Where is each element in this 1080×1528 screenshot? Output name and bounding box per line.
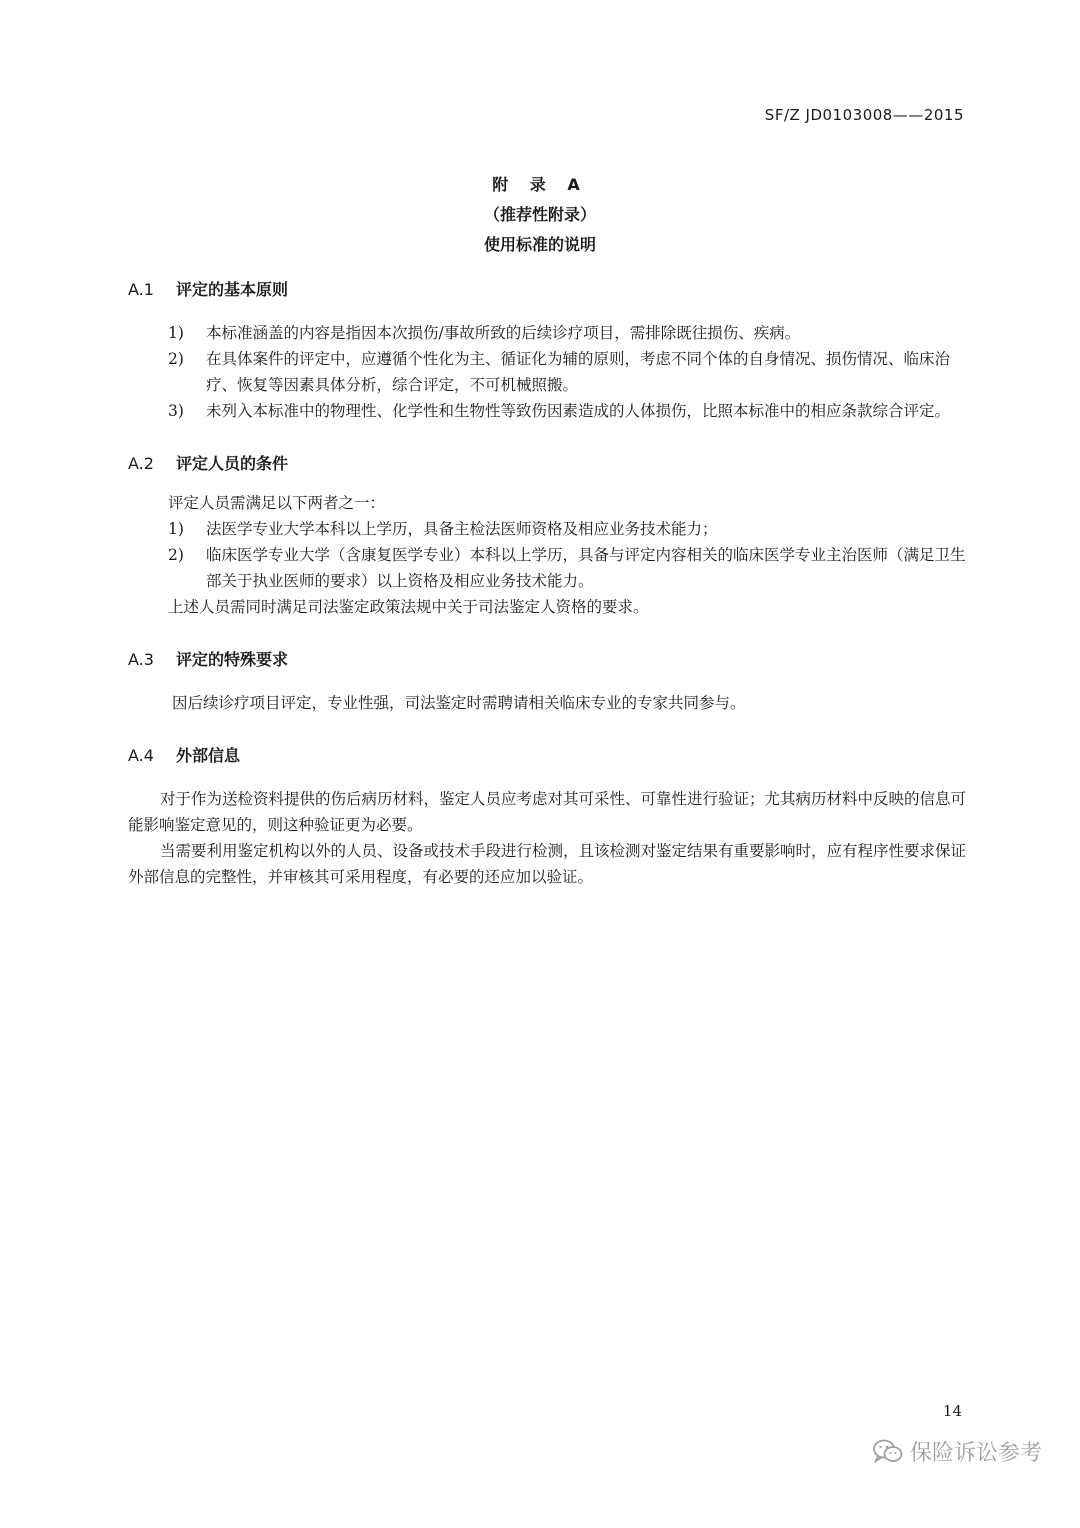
appendix-title-block: [0, 170, 1080, 260]
section-a3: [128, 648, 968, 716]
section-a4: [128, 744, 968, 890]
appendix-heading: 使用标准的说明: [483, 235, 596, 254]
list-item: 1) 本标准涵盖的内容是指因本次损伤/事故所致的后续诊疗项目，需排除既往损伤、疾病。: [168, 324, 801, 342]
list-item: 3) 未列入本标准中的物理性、化学性和生物性等致伤因素造成的人体损伤，比照本标准中的相应条款综合评定。: [168, 402, 951, 420]
document-body: [128, 278, 968, 890]
section-a2: [128, 452, 968, 620]
section-heading: A.1 评定的基本原则: [128, 280, 289, 299]
page-number: 14: [942, 1402, 962, 1420]
list-item: 2) 在具体案件的评定中，应遵循个性化为主、循证化为辅的原则，考虑不同个体的自身情况、损伤情况、临床治疗、恢复等因素具体分析，综合评定，不可机械照搬。: [168, 350, 951, 394]
section-heading: A.2 评定人员的条件: [128, 454, 289, 473]
standard-code: SF/Z JD0103008——2015: [764, 106, 964, 124]
section-a1: [128, 278, 968, 424]
appendix-subtitle: （推荐性附录）: [483, 205, 596, 224]
wechat-icon: [872, 1438, 904, 1466]
section-paragraph: 因后续诊疗项目评定，专业性强，司法鉴定时需聘请相关临床专业的专家共同参与。: [172, 694, 746, 712]
appendix-title: 附 录 A: [492, 175, 588, 194]
section-paragraph: 对于作为送检资料提供的伤后病历材料，鉴定人员应考虑对其可采性、可靠性进行验证；尤其病历材料中反映的信息可能影响鉴定意见的，则这种验证更为必要。: [128, 790, 967, 834]
list-item: 2) 临床医学专业大学（含康复医学专业）本科以上学历，具备与评定内容相关的临床医学专业主治医师（满足卫生部关于执业医师的要求）以上资格及相应业务技术能力。: [168, 546, 966, 590]
list-item: 1) 法医学专业大学本科以上学历，具备主检法医师资格及相应业务技术能力；: [168, 520, 718, 538]
section-heading: A.4 外部信息: [128, 746, 241, 765]
section-heading: A.3 评定的特殊要求: [128, 650, 289, 669]
section-outro: 上述人员需同时满足司法鉴定政策法规中关于司法鉴定人资格的要求。: [168, 598, 649, 616]
section-paragraph: 当需要利用鉴定机构以外的人员、设备或技术手段进行检测，且该检测对鉴定结果有重要影响时，应有程序性要求保证外部信息的完整性，并审核其可采用程度，有必要的还应加以验证。: [128, 842, 967, 886]
watermark-text: 保险诉讼参考: [909, 1441, 1042, 1466]
section-intro: 评定人员需满足以下两者之一：: [168, 494, 386, 512]
watermark: [872, 1436, 1042, 1467]
